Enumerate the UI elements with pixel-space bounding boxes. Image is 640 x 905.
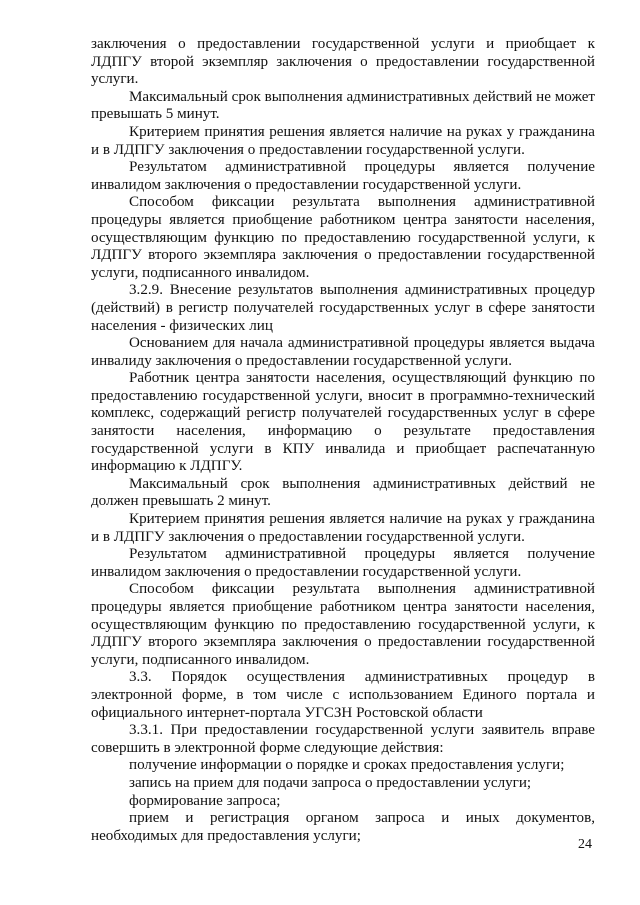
- section-heading-3-2-9: 3.2.9. Внесение результатов выполнения административных процедур (действий) в регистр получателей государственных услуг в сфере занятости населения - физических лиц: [91, 282, 595, 334]
- document-body: [91, 36, 595, 845]
- paragraph: Максимальный срок выполнения административных действий не должен превышать 2 минут.: [91, 475, 595, 510]
- paragraph: Критерием принятия решения является наличие на руках у гражданина и в ЛДПГУ заключения о предоставлении государственной услуги.: [91, 123, 595, 158]
- paragraph: Результатом административной процедуры является получение инвалидом заключения о предоставлении государственной услуги.: [91, 159, 595, 193]
- list-item: получение информации о порядке и сроках предоставления услуги;: [129, 757, 565, 774]
- paragraph: Максимальный срок выполнения административных действий не может превышать 5 минут.: [91, 88, 595, 123]
- paragraph: Результатом административной процедуры является получение инвалидом заключения о предоставлении государственной услуги.: [91, 546, 595, 580]
- section-heading-3-3-1: 3.3.1. При предоставлении государственной услуги заявитель вправе совершить в электронной форме следующие действия:: [91, 722, 595, 756]
- paragraph: Критерием принятия решения является наличие на руках у гражданина и в ЛДПГУ заключения о предоставлении государственной услуги.: [91, 511, 595, 545]
- paragraph: Способом фиксации результата выполнения административной процедуры является приобщение работником центра занятости населения, осуществляющим функцию по предоставлению государственной услуги, к ЛДПГУ второго экземпляра заключения о предоставлении государственной услуги, подписанного инвалидом.: [91, 581, 595, 668]
- page-number: 24: [578, 837, 592, 852]
- paragraph: заключения о предоставлении государственной услуги и приобщает к ЛДПГУ второй экземпляр заключения о предоставлении государственной услуги.: [91, 36, 595, 88]
- list-item: прием и регистрация органом запроса и иных документов, необходимых для предоставления услуги;: [91, 810, 595, 844]
- paragraph: Основанием для начала административной процедуры является выдача инвалиду заключения о предоставлении государственной услуги.: [91, 335, 595, 369]
- list-item: формирование запроса;: [129, 792, 281, 809]
- list-item: запись на прием для подачи запроса о предоставлении услуги;: [129, 774, 532, 791]
- paragraph: Способом фиксации результата выполнения административной процедуры является приобщение работником центра занятости населения, осуществляющим функцию по предоставлению государственной услуги, к ЛДПГУ второго экземпляра заключения о предоставлении государственной услуги, подписанного инвалидом.: [91, 194, 595, 281]
- paragraph: Работник центра занятости населения, осуществляющий функцию по предоставлению государственной услуги, вносит в программно-технический комплекс, содержащий регистр получателей государственных услуг в сфере занятости населения, информацию о результате предоставления государственной услуги в КПУ инвалида и приобщает распечатанную информацию к ЛДПГУ.: [91, 370, 595, 475]
- section-heading-3-3: 3.3. Порядок осуществления административных процедур в электронной форме, в том числе с использованием Единого портала и официального интернет-портала УГСЗН Ростовской области: [91, 669, 595, 721]
